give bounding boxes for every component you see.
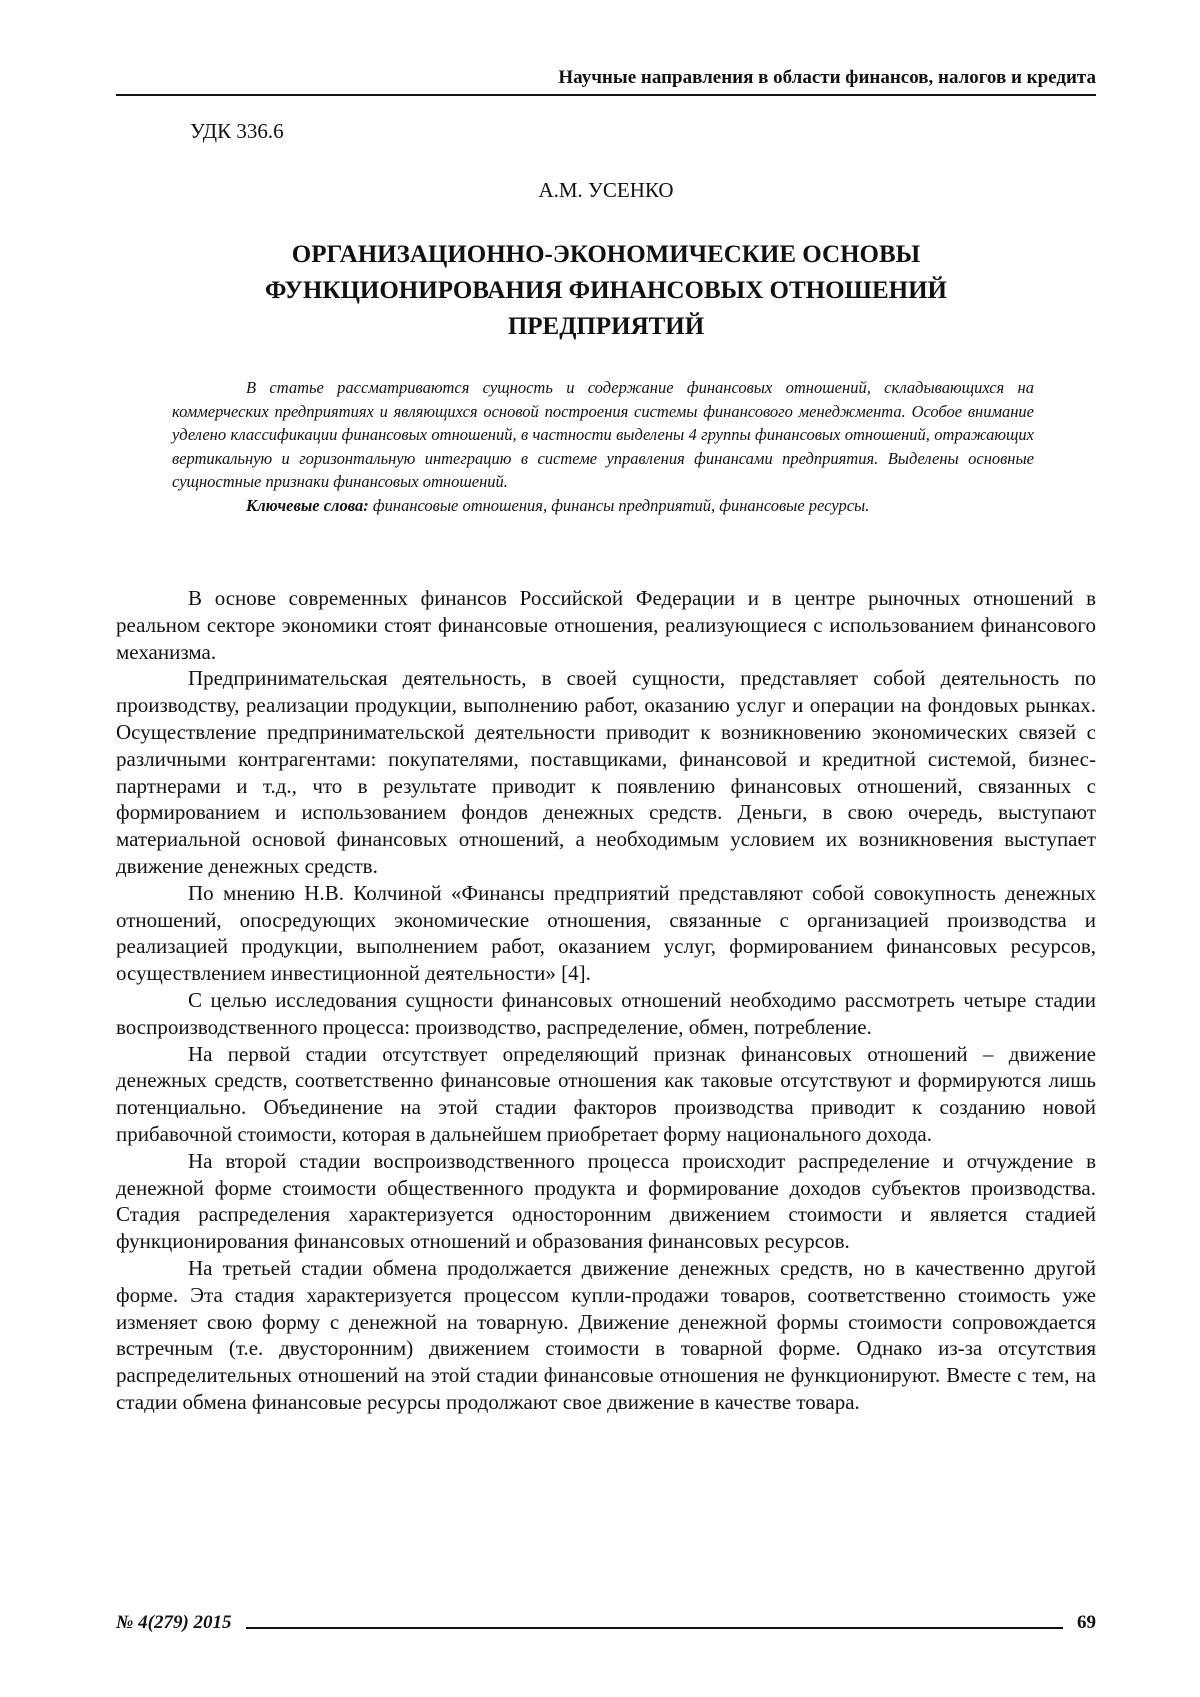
journal-page [0, 0, 1200, 1697]
page-footer [116, 1606, 1096, 1634]
author-name: А.М. УСЕНКО [116, 177, 1096, 203]
body-paragraph: На первой стадии отсутствует определяющий признак финансовых отношений – движение денежных средств, соответственно финансовые отношения как таковые отсутствуют и формируются лишь потенциально. Объединение на этой стадии факторов производства приводит к созданию новой прибавочной стоимости, которая в дальнейшем приобретает форму национального дохода. [116, 1041, 1096, 1148]
keywords-label: Ключевые слова: [246, 496, 369, 515]
keywords-line [172, 494, 1034, 518]
body-paragraph: На второй стадии воспроизводственного процесса происходит распределение и отчуждение в денежной форме стоимости общественного продукта и формирование доходов субъектов производства. Стадия распределения характеризуется односторонним движением стоимости и является стадией функционирования финансовых отношений и образования финансовых ресурсов. [116, 1148, 1096, 1255]
body-paragraph: В основе современных финансов Российской Федерации и в центре рыночных отношений в реальном секторе экономики стоят финансовые отношения, реализующиеся с использованием финансового механизма. [116, 585, 1096, 665]
udk-code: УДК 336.6 [190, 118, 284, 144]
page-number: 69 [1077, 1612, 1096, 1634]
running-header: Научные направления в области финансов, налогов и кредита [116, 66, 1096, 96]
body-paragraph: По мнению Н.В. Колчиной «Финансы предприятий представляют собой совокупность денежных отношений, опосредующих экономические отношения, связанные с организацией производства и реализацией продукции, выполнением работ, оказанием услуг, формированием финансовых ресурсов, осуществлением инвестиционной деятельности» [4]. [116, 880, 1096, 987]
article-body [116, 585, 1096, 1416]
body-paragraph: С целью исследования сущности финансовых отношений необходимо рассмотреть четыре стадии воспроизводственного процесса: производство, распределение, обмен, потребление. [116, 987, 1096, 1041]
title-line: ФУНКЦИОНИРОВАНИЯ ФИНАНСОВЫХ ОТНОШЕНИЙ [265, 277, 947, 304]
abstract-block [172, 376, 1034, 517]
abstract-text: В статье рассматриваются сущность и содержание финансовых отношений, складывающихся на коммерческих предприятиях и являющихся основой построения системы финансового менеджмента. Особое внимание уделено классификации финансовых отношений, в частности выделены 4 группы финансовых отношений, отражающих вертикальную и горизонтальную интеграцию в системе управления финансами предприятия. Выделены основные сущностные признаки финансовых отношений. [172, 376, 1034, 494]
footer-rule [246, 1627, 1063, 1629]
title-line: ОРГАНИЗАЦИОННО-ЭКОНОМИЧЕСКИЕ ОСНОВЫ [292, 241, 920, 268]
article-title [116, 237, 1096, 345]
issue-number: № 4(279) 2015 [116, 1612, 232, 1634]
body-paragraph: Предпринимательская деятельность, в своей сущности, представляет собой деятельность по производству, реализации продукции, выполнению работ, оказанию услуг и операции на фондовых рынках. Осуществление предпринимательской деятельности приводит к возникновению экономических связей с различными контрагентами: покупателями, поставщиками, финансовой и кредитной системой, бизнес-партнерами и т.д., что в результате приводит к появлению финансовых отношений, связанных с формированием и использованием фондов денежных средств. Деньги, в свою очередь, выступают материальной основой финансовых отношений, а необходимым условием их возникновения выступает движение денежных средств. [116, 665, 1096, 879]
keywords-text: финансовые отношения, финансы предприятий, финансовые ресурсы. [373, 496, 869, 515]
title-line: ПРЕДПРИЯТИЙ [508, 313, 704, 340]
body-paragraph: На третьей стадии обмена продолжается движение денежных средств, но в качественно другой форме. Эта стадия характеризуется процессом купли-продажи товаров, соответственно стоимость уже изменяет свою форму с денежной на товарную. Движение денежной формы стоимости сопровождается встречным (т.е. двусторонним) движением стоимости в товарной форме. Однако из-за отсутствия распределительных отношений на этой стадии финансовые отношения не функционируют. Вместе с тем, на стадии обмена финансовые ресурсы продолжают свое движение в качестве товара. [116, 1255, 1096, 1416]
